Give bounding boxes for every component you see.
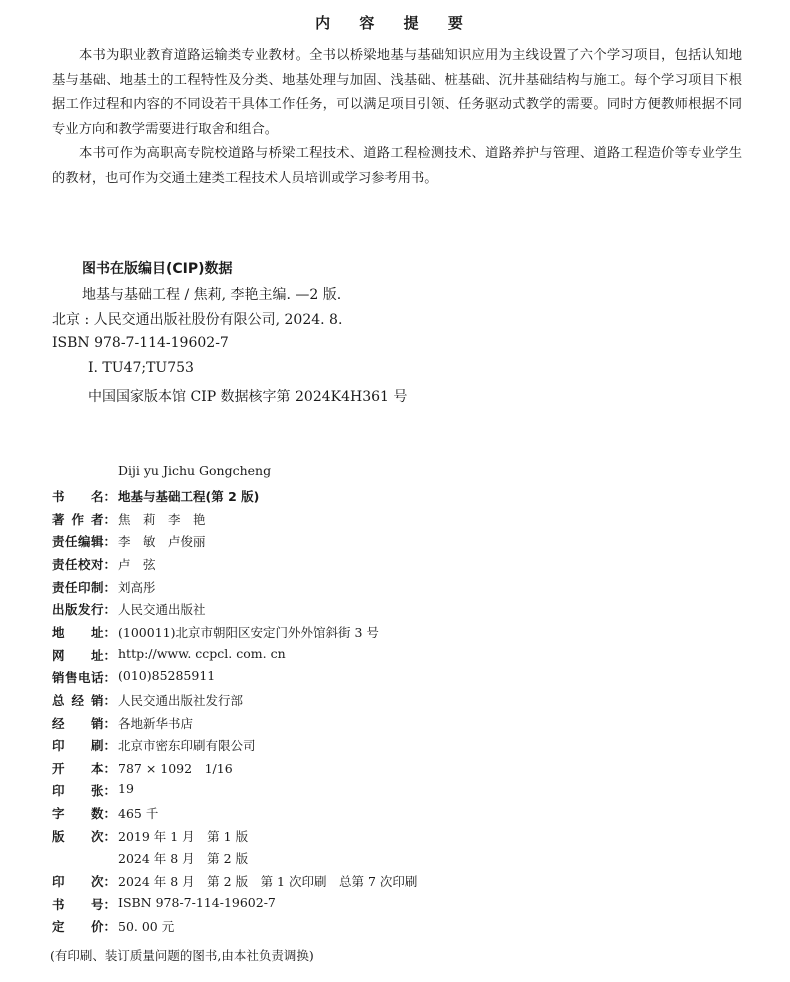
colophon-label: 定 价： (52, 919, 116, 935)
colophon-label: 书 名： (52, 489, 116, 504)
colophon-label: 字 数： (52, 806, 116, 822)
colophon-value: (010)85285911 (118, 668, 216, 684)
colophon-value: http://www. ccpcl. com. cn (118, 645, 286, 661)
cip-title: 图书在版编目(CIP)数据 (82, 261, 233, 277)
colophon-label: 著 作 者： (52, 511, 116, 527)
cip-line-title: 地基与基础工程 / 焦莉, 李艳主编. —2 版. (82, 287, 342, 303)
colophon-label: 版 次： (52, 828, 116, 844)
colophon-value: 人民交通出版社发行部 (118, 692, 244, 708)
pinyin-title: Diji yu Jichu Gongcheng (118, 463, 272, 478)
colophon-value: 地基与基础工程(第 2 版) (118, 489, 260, 504)
colophon-label: 责 任 校 对： (52, 556, 116, 572)
colophon-value: 人民交通出版社 (118, 602, 206, 618)
colophon-label: 地 址： (52, 624, 116, 640)
colophon-value: 焦 莉 李 艳 (118, 511, 206, 527)
colophon-value: 北京市密东印刷有限公司 (118, 738, 256, 754)
colophon-label: 销 售 电 话： (52, 670, 116, 686)
colophon-label: 书 号： (52, 896, 116, 912)
colophon-value: 2019 年 1 月 第 1 版 (118, 828, 249, 844)
cip-line-isbn: ISBN 978-7-114-19602-7 (52, 335, 229, 351)
cip-line-classification: Ⅰ. TU47;TU753 (88, 360, 194, 376)
colophon-value: 19 (118, 781, 134, 797)
colophon-label: 印 张： (52, 783, 116, 799)
colophon-label: 网 址： (52, 647, 116, 663)
summary-paragraph-2: 本书可作为高职高专院校道路与桥梁工程技术、道路工程检测技术、道路养护与管理、道路工程造价等专业学生的教材，也可作为交通土建类工程技术人员培训或学习参考用书。 (52, 146, 742, 186)
colophon-label: 总 经 销： (52, 692, 116, 708)
colophon-value: (100011)北京市朝阳区安定门外外馆斜街 3 号 (118, 624, 379, 640)
colophon-label: 经 销： (52, 715, 116, 731)
colophon-label: 印 刷： (52, 738, 116, 754)
summary-heading: 内 容 提 要 (315, 14, 475, 32)
colophon-value: 465 千 (118, 806, 159, 822)
colophon-label: 责 任 编 辑： (52, 534, 116, 550)
quality-note: (有印刷、装订质量问题的图书,由本社负责调换) (50, 948, 314, 963)
colophon-value: 李 敏 卢俊丽 (118, 534, 206, 550)
summary-paragraph-1: 本书为职业教育道路运输类专业教材。全书以桥梁地基与基础知识应用为主线设置了六个学习项目，包括认知地基与基础、地基土的工程特性及分类、地基处理与加固、浅基础、桩基础、沉井基础结构与施工。每个学习项目下根据工作过程和内容的不同设若干具体工作任务，可以满足项目引领、任务驱动式教学的需要。同时方便教师根据不同专业方向和教学需要进行取舍和组合。 (52, 48, 742, 137)
colophon-label: 责 任 印 制： (52, 579, 116, 595)
cip-line-publisher: 北京 : 人民交通出版社股份有限公司, 2024. 8. (52, 312, 343, 328)
cip-line-verification: 中国国家版本馆 CIP 数据核字第 2024K4H361 号 (88, 389, 408, 405)
colophon-value: 卢 弦 (118, 556, 156, 572)
colophon-value: 2024 年 8 月 第 2 版 第 1 次印刷 总第 7 次印刷 (118, 874, 418, 890)
colophon-value: 各地新华书店 (118, 715, 194, 731)
colophon-value: ISBN 978-7-114-19602-7 (118, 894, 276, 910)
colophon-value: 787 × 1092 1/16 (118, 760, 233, 776)
colophon-value: 2024 年 8 月 第 2 版 (118, 851, 249, 867)
colophon-label: 出 版 发 行： (52, 602, 116, 618)
colophon-label: 印 次： (52, 874, 116, 890)
colophon-label: 开 本： (52, 760, 116, 776)
colophon-value: 刘高彤 (118, 579, 156, 595)
colophon-value: 50. 00 元 (118, 919, 175, 935)
